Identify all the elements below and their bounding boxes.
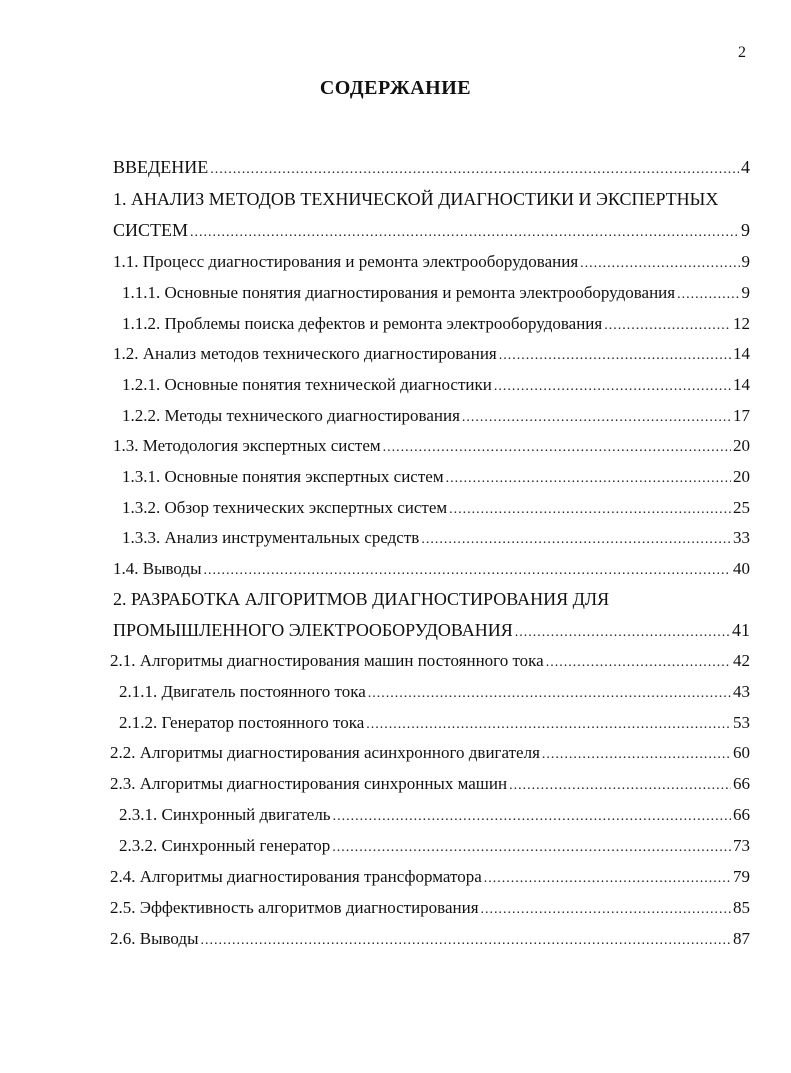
toc-leader-dots [494,376,731,398]
toc-leader-dots [515,622,730,644]
toc-entry-label: 1.2. Анализ методов технического диагностирования [113,344,497,363]
toc-entry-page: 60 [733,743,750,762]
toc-entry-page: 73 [733,836,750,855]
toc-leader-dots [201,930,731,952]
toc-section-heading[interactable]: 1. АНАЛИЗ МЕТОДОВ ТЕХНИЧЕСКОЙ ДИАГНОСТИКИ И ЭКСПЕРТНЫХ [113,189,719,209]
toc-entry-label: ПРОМЫШЛЕННОГО ЭЛЕКТРООБОРУДОВАНИЯ [113,620,513,640]
toc-entry-page: 87 [733,929,750,948]
toc-entry-page: 14 [733,375,750,394]
toc-entry-label: 2.6. Выводы [110,929,199,948]
toc-leader-dots [210,159,739,181]
toc-leader-dots [509,775,731,797]
toc-leader-dots [332,837,731,859]
toc-entry[interactable] [119,712,750,736]
toc-entry[interactable] [122,497,750,521]
toc-leader-dots [542,744,731,766]
page-title: СОДЕРЖАНИЕ [319,77,472,99]
toc-entry-page: 79 [733,867,750,886]
toc-entry-page: 43 [733,682,750,701]
toc-entry-page: 14 [733,344,750,363]
toc-leader-dots [383,437,731,459]
toc-entry-page: 66 [733,805,750,824]
toc-entry-page: 66 [733,774,750,793]
toc-entry-label: СИСТЕМ [113,220,189,240]
toc-entry[interactable] [110,866,750,890]
toc-leader-dots [481,899,731,921]
toc-entry-page: 42 [733,651,750,670]
toc-leader-dots [462,407,731,429]
toc-entry[interactable] [119,681,750,705]
toc-entry[interactable] [122,466,750,490]
toc-entry-label: 2.1.2. Генератор постоянного тока [119,713,365,732]
toc-entry-page: 9 [741,220,750,240]
toc-entry-label: 2.1.1. Двигатель постоянного тока [119,682,366,701]
toc-entry-label: 1.3. Методология экспертных систем [113,436,381,455]
toc-entry[interactable] [122,313,750,337]
toc-entry[interactable] [122,405,750,429]
toc-entry[interactable] [113,619,750,644]
toc-entry-label: 1.3.3. Анализ инструментальных средств [122,528,420,547]
toc-entry-page: 40 [733,559,750,578]
toc-entry-page: 9 [741,252,750,271]
toc-entry-label: 2.1. Алгоритмы диагностирования машин постоянного тока [110,651,544,670]
toc-leader-dots [580,253,739,275]
toc-leader-dots [421,529,731,551]
toc-entry[interactable] [113,251,750,275]
toc-entry[interactable] [113,156,750,181]
toc-leader-dots [368,683,731,705]
toc-entry[interactable] [119,804,750,828]
toc-entry[interactable] [113,343,750,367]
toc-entry-label: 2.3.1. Синхронный двигатель [119,805,331,824]
toc-entry[interactable] [110,897,750,921]
toc-entry-page: 20 [733,436,750,455]
toc-entry[interactable] [110,742,750,766]
toc-leader-dots [449,499,731,521]
toc-entry[interactable] [113,435,750,459]
toc-entry-label: 2.3. Алгоритмы диагностирования синхронных машин [110,774,508,793]
toc-entry[interactable] [110,650,750,674]
toc-entry-label: 1.4. Выводы [113,559,202,578]
toc-leader-dots [546,652,731,674]
toc-entry-label: 1.1.2. Проблемы поиска дефектов и ремонта электрооборудования [122,314,603,333]
toc-entry-page: 85 [733,898,750,917]
toc-entry[interactable] [113,219,750,244]
toc-entry[interactable] [110,928,750,952]
toc-entry-label: 2.4. Алгоритмы диагностирования трансформатора [110,867,482,886]
toc-leader-dots [204,560,731,582]
toc-entry[interactable] [110,773,750,797]
page-number: 2 [738,44,746,61]
toc-entry-label: 1.3.1. Основные понятия экспертных систем [122,467,444,486]
toc-entry-page: 17 [733,406,750,425]
toc-entry[interactable] [122,527,750,551]
toc-entry[interactable] [119,835,750,859]
toc-entry-page: 4 [741,157,750,177]
toc-entry-label: 1.1. Процесс диагностирования и ремонта электрооборудования [113,252,579,271]
toc-leader-dots [484,868,731,890]
toc-leader-dots [333,806,731,828]
toc-leader-dots [604,315,731,337]
toc-entry-page: 41 [732,620,750,640]
toc-entry-page: 20 [733,467,750,486]
toc-entry-page: 25 [733,498,750,517]
toc-entry-label: 1.1.1. Основные понятия диагностирования и ремонта электрооборудования [122,283,676,302]
toc-entry[interactable] [122,374,750,398]
toc-entry-page: 33 [733,528,750,547]
toc-entry-page: 9 [741,283,750,302]
toc-entry[interactable] [113,558,750,582]
toc-leader-dots [499,345,731,367]
toc-entry-page: 53 [733,713,750,732]
toc-entry-label: 2.5. Эффективность алгоритмов диагностирования [110,898,479,917]
toc-section-heading[interactable]: 2. РАЗРАБОТКА АЛГОРИТМОВ ДИАГНОСТИРОВАНИЯ ДЛЯ [113,589,610,609]
toc-entry-label: 1.2.1. Основные понятия технической диагностики [122,375,492,394]
toc-leader-dots [677,284,739,306]
toc-leader-dots [190,222,739,244]
toc-leader-dots [366,714,731,736]
toc-entry-label: 1.3.2. Обзор технических экспертных систем [122,498,448,517]
toc-entry-label: ВВЕДЕНИЕ [113,157,209,177]
toc-entry[interactable] [122,282,750,306]
toc-leader-dots [446,468,731,490]
toc-entry-label: 2.3.2. Синхронный генератор [119,836,331,855]
toc-entry-label: 1.2.2. Методы технического диагностирования [122,406,460,425]
toc-entry-label: 2.2. Алгоритмы диагностирования асинхронного двигателя [110,743,540,762]
toc-entry-page: 12 [733,314,750,333]
